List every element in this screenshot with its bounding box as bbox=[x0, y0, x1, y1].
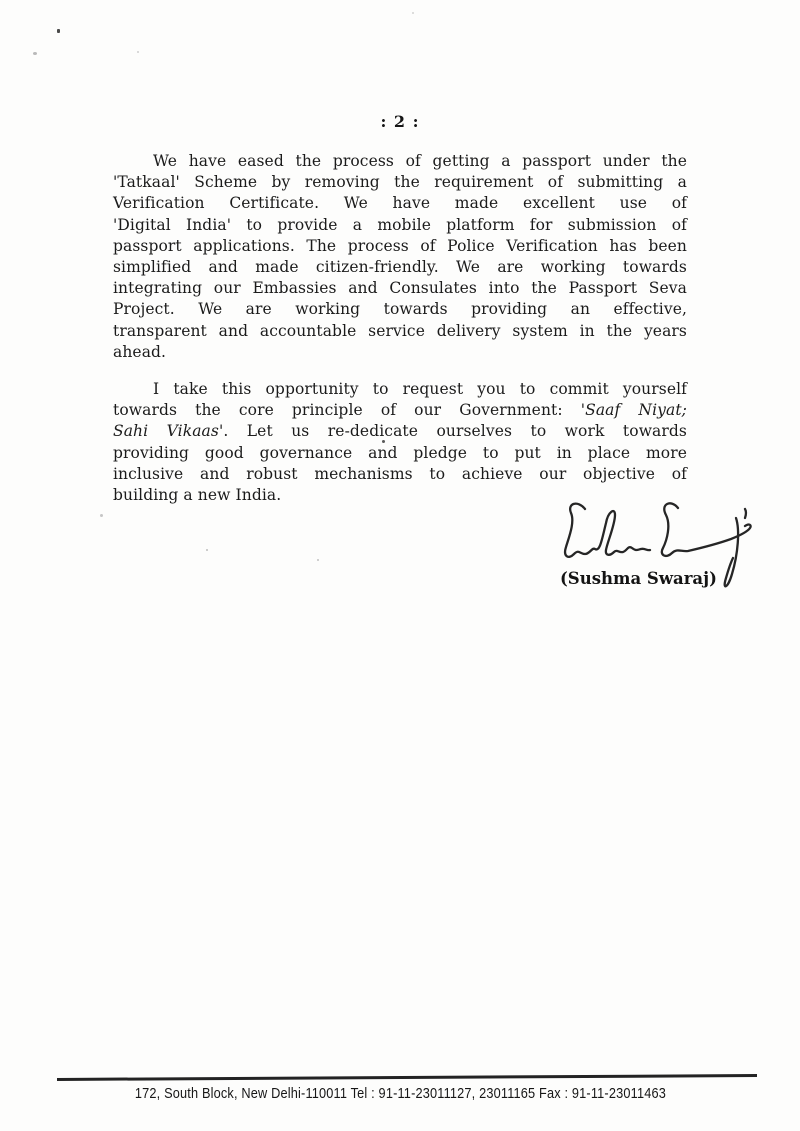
text-segment: providing good governance and pledge to put in place more bbox=[113, 443, 687, 462]
text-segment: towards the core principle of our Government: bbox=[113, 401, 581, 420]
text-segment: . Let us re-dedicate ourselves to work towards bbox=[223, 422, 687, 441]
text-segment: building a new India. bbox=[113, 486, 282, 505]
text-line bbox=[113, 257, 687, 278]
text-line bbox=[113, 421, 687, 442]
scan-speck bbox=[137, 51, 139, 53]
paragraph bbox=[113, 379, 687, 506]
text-line bbox=[113, 464, 687, 485]
italic-text-segment: 'Saaf Niyat; bbox=[580, 401, 687, 420]
scan-speck bbox=[206, 549, 208, 551]
text-line bbox=[113, 151, 687, 172]
text-line bbox=[113, 193, 687, 214]
text-segment: We have eased the process of getting a passport under the bbox=[153, 152, 687, 170]
text-segment: ahead. bbox=[113, 342, 167, 361]
paragraph bbox=[113, 151, 687, 363]
footer-address: 172, South Block, New Delhi-110011 Tel : 91-11-23011127, 23011165 Fax : 91-11-23011463 bbox=[134, 1085, 666, 1102]
text-segment: integrating our Embassies and Consulates into the Passport Seva bbox=[113, 279, 687, 298]
text-segment: Project. We are working towards providing an effective, bbox=[113, 300, 687, 319]
letter-body bbox=[113, 151, 687, 522]
text-line bbox=[113, 342, 687, 363]
scan-speck bbox=[33, 52, 37, 55]
text-line bbox=[113, 236, 687, 257]
scan-speck bbox=[57, 29, 60, 33]
text-line bbox=[113, 215, 687, 236]
text-segment: I take this opportunity to request you to commit yourself bbox=[153, 380, 687, 399]
text-segment: inclusive and robust mechanisms to achieve our objective of bbox=[113, 464, 687, 483]
text-segment: Verification Certificate. We have made excellent use of bbox=[113, 194, 687, 213]
signature-block bbox=[548, 498, 768, 608]
text-line bbox=[113, 172, 687, 193]
page-number: : 2 : bbox=[380, 112, 420, 131]
scan-speck bbox=[317, 559, 319, 561]
scan-speck bbox=[382, 440, 385, 443]
text-line bbox=[113, 321, 687, 342]
italic-text-segment: Sahi Vikaas' bbox=[113, 422, 224, 441]
text-segment: passport applications. The process of Police Verification has been bbox=[113, 236, 687, 255]
letter-footer bbox=[0, 1083, 800, 1102]
signature-icon bbox=[548, 498, 762, 604]
text-line bbox=[113, 400, 687, 421]
text-segment: 'Tatkaal' Scheme by removing the requirement of submitting a bbox=[113, 173, 687, 192]
text-segment: transparent and accountable service delivery system in the years bbox=[113, 321, 687, 340]
text-segment: 'Digital India' to provide a mobile platform for submission of bbox=[113, 215, 687, 234]
text-segment: simplified and made citizen-friendly. We are working towards bbox=[113, 258, 687, 277]
signatory-name: (Sushma Swaraj) bbox=[560, 569, 717, 588]
scan-speck bbox=[100, 514, 103, 517]
scan-speck bbox=[412, 12, 414, 14]
text-line bbox=[113, 299, 687, 320]
text-line bbox=[113, 443, 687, 464]
text-line bbox=[113, 278, 687, 299]
footer-rule bbox=[57, 1074, 757, 1081]
text-line bbox=[113, 379, 687, 400]
